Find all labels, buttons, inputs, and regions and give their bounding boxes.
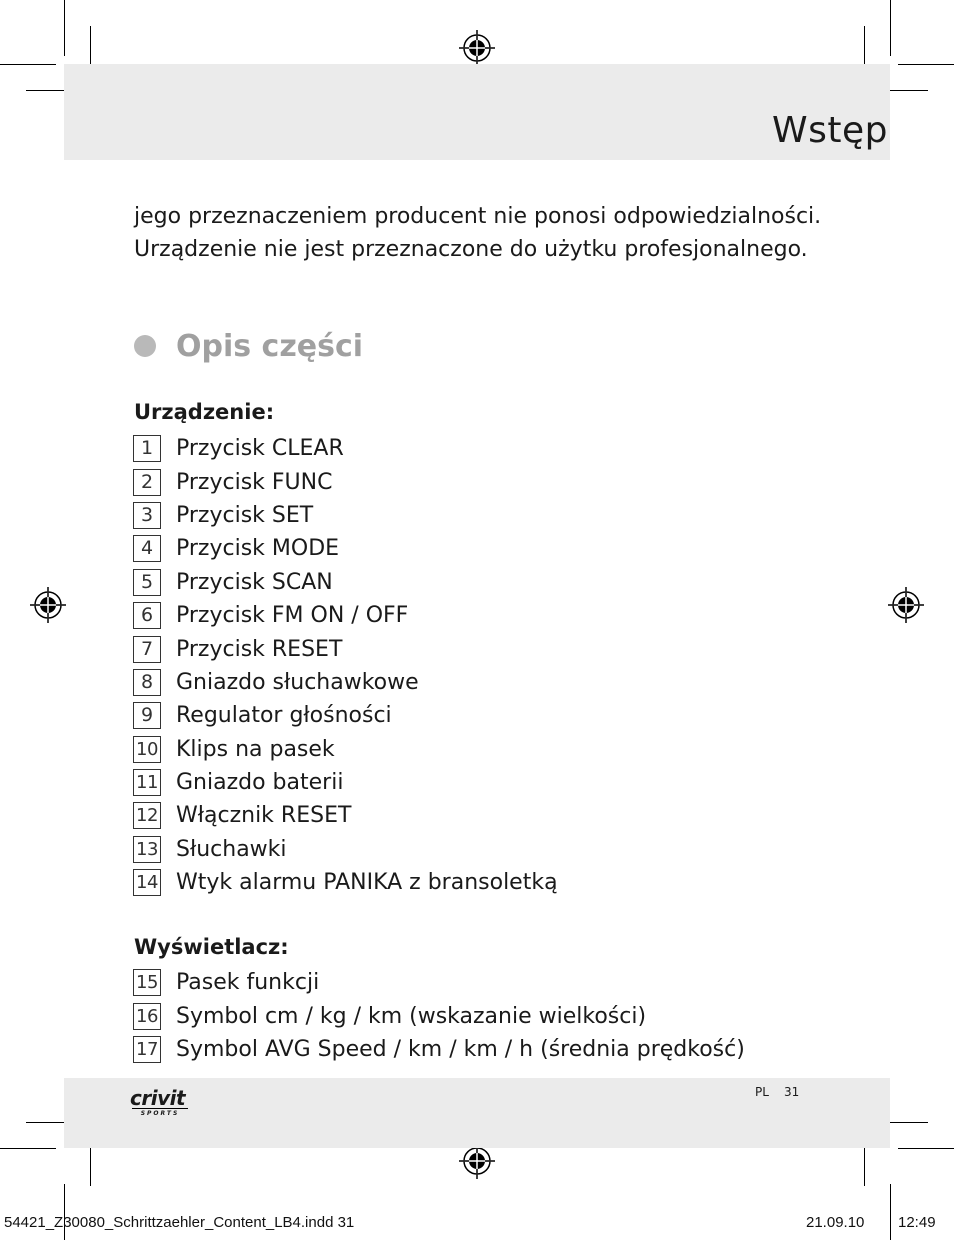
crop-mark — [0, 1148, 56, 1149]
list-item — [133, 799, 833, 832]
list-item — [133, 866, 833, 899]
list-item — [133, 833, 833, 866]
part-label: Gniazdo baterii — [176, 770, 344, 796]
part-number: 5 — [133, 569, 161, 596]
list-item — [133, 966, 833, 999]
part-label: Przycisk CLEAR — [176, 436, 344, 462]
bullet-icon — [134, 335, 156, 357]
part-number: 8 — [133, 669, 161, 696]
crop-mark — [0, 64, 56, 65]
list-item — [133, 766, 833, 799]
part-number: 9 — [133, 702, 161, 729]
list-item — [133, 499, 833, 532]
registration-mark-icon — [459, 30, 495, 66]
part-number: 6 — [133, 602, 161, 629]
part-label: Regulator głośności — [176, 703, 392, 729]
registration-mark-icon — [888, 587, 924, 623]
part-label: Przycisk FUNC — [176, 469, 333, 495]
part-label: Przycisk SET — [176, 502, 314, 528]
section-heading — [134, 326, 363, 366]
part-label: Symbol cm / kg / km (wskazanie wielkości) — [176, 1003, 647, 1029]
list-item — [133, 666, 833, 699]
list-item — [133, 632, 833, 665]
crop-mark — [64, 0, 65, 56]
list-item — [133, 465, 833, 498]
device-label: Urządzenie: — [134, 400, 275, 424]
part-number: 7 — [133, 636, 161, 663]
registration-mark-icon — [30, 587, 66, 623]
intro-text — [134, 200, 854, 266]
intro-line: Urządzenie nie jest przeznaczone do użytku profesjonalnego. — [134, 237, 808, 262]
part-label: Przycisk RESET — [176, 636, 343, 662]
part-number: 4 — [133, 535, 161, 562]
slug-filename: 54421_Z30080_Schrittzaehler_Content_LB4.indd 31 — [4, 1214, 355, 1231]
crop-mark — [890, 0, 891, 56]
part-label: Przycisk FM ON / OFF — [176, 603, 409, 629]
part-label: Wtyk alarmu PANIKA z bransoletką — [176, 870, 558, 896]
part-number: 14 — [133, 869, 161, 896]
slug-date: 21.09.10 — [806, 1214, 865, 1231]
display-parts-list — [133, 966, 833, 1066]
crop-mark — [64, 1184, 65, 1240]
page-number: 31 — [784, 1085, 800, 1099]
part-number: 16 — [133, 1003, 161, 1030]
part-label: Pasek funkcji — [176, 970, 320, 996]
list-item — [133, 733, 833, 766]
crop-mark — [898, 64, 954, 65]
list-item — [133, 599, 833, 632]
list-item — [133, 699, 833, 732]
device-parts-list — [133, 432, 833, 899]
section-title: Opis części — [176, 328, 364, 364]
list-item — [133, 999, 833, 1032]
logo-subtitle: SPORTS — [132, 1108, 188, 1117]
part-label: Klips na pasek — [176, 736, 335, 762]
list-item — [133, 1033, 833, 1066]
display-label: Wyświetlacz: — [134, 935, 289, 959]
list-item — [133, 566, 833, 599]
crop-mark — [890, 1184, 891, 1240]
part-label: Przycisk MODE — [176, 536, 340, 562]
part-number: 13 — [133, 836, 161, 863]
intro-line: jego przeznaczeniem producent nie ponosi odpowiedzialności. — [134, 204, 822, 229]
slug-time: 12:49 — [898, 1214, 936, 1231]
part-label: Gniazdo słuchawkowe — [176, 669, 419, 695]
part-number: 15 — [133, 969, 161, 996]
part-number: 1 — [133, 435, 161, 462]
crop-mark — [898, 1148, 954, 1149]
brand-logo — [130, 1086, 200, 1122]
list-item — [133, 432, 833, 465]
language-code: PL — [755, 1085, 769, 1099]
part-number: 2 — [133, 469, 161, 496]
logo-wordmark: crivit — [130, 1086, 186, 1110]
part-label: Przycisk SCAN — [176, 569, 333, 595]
part-number: 12 — [133, 802, 161, 829]
part-label: Symbol AVG Speed / km / km / h (średnia prędkość) — [176, 1036, 745, 1062]
registration-mark-icon — [459, 1143, 495, 1179]
list-item — [133, 532, 833, 565]
part-label: Słuchawki — [176, 836, 287, 862]
part-number: 17 — [133, 1036, 161, 1063]
part-number: 3 — [133, 502, 161, 529]
page-title: Wstęp — [772, 110, 888, 151]
part-number: 10 — [133, 736, 161, 763]
part-label: Włącznik RESET — [176, 803, 352, 829]
part-number: 11 — [133, 769, 161, 796]
header-band — [64, 64, 890, 160]
